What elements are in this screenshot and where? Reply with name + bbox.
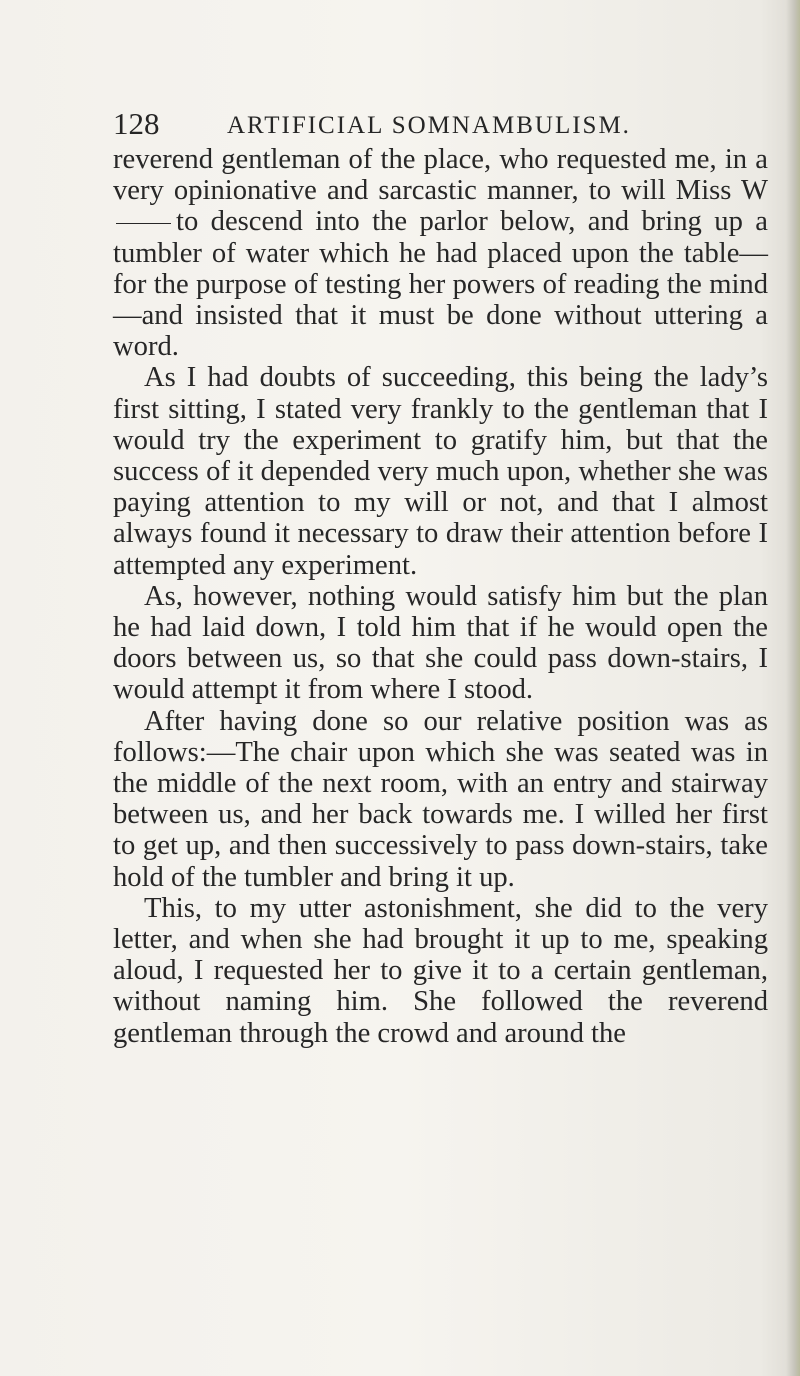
running-head <box>113 104 768 144</box>
name-dash <box>116 223 171 224</box>
paragraph-1-text-b: to descend into the parlor below, and bring up a tumbler of water which he had placed upon the table—for the purpose of testing her powers of reading the mind—and insisted that it must be done without uttering a word. <box>113 206 768 363</box>
paragraph-2: As I had doubts of succeeding, this being the lady’s first sitting, I stated very frankly to the gentleman that I would try the experiment to gratify him, but that the success of it depended very much upon, whether she was paying attention to my will or not, and that I almost always found it necessary to draw their attention before I attempted any experiment. <box>113 362 768 581</box>
page-number: 128 <box>113 106 160 141</box>
paragraph-1 <box>113 144 768 362</box>
paragraph-3: As, however, nothing would satisfy him but the plan he had laid down, I told him that if he would open the doors between us, so that she could pass down-stairs, I would attempt it from where I stood. <box>113 580 768 706</box>
page-edge-shadow <box>786 0 800 1376</box>
paragraph-1-text-a: reverend gentleman of the place, who requested me, in a very opinionative and sarcastic manner, to will Miss W <box>113 144 768 207</box>
paragraph-4: After having done so our relative position was as follows:—The chair upon which she was seated was in the middle of the next room, with an entry and stairway between us, and her back towards me. I willed her first to get up, and then successively to pass down-stairs, take hold of the tumbler and bring it up. <box>113 705 768 893</box>
running-title: ARTIFICIAL SOMNAMBULISM. <box>227 112 631 139</box>
paragraph-5: This, to my utter astonishment, she did to the very letter, and when she had brought it up to me, speaking aloud, I requested her to give it to a certain gentleman, without naming him. She followed the reverend gentleman through the crowd and around the <box>113 892 768 1049</box>
body-text <box>113 144 768 1049</box>
